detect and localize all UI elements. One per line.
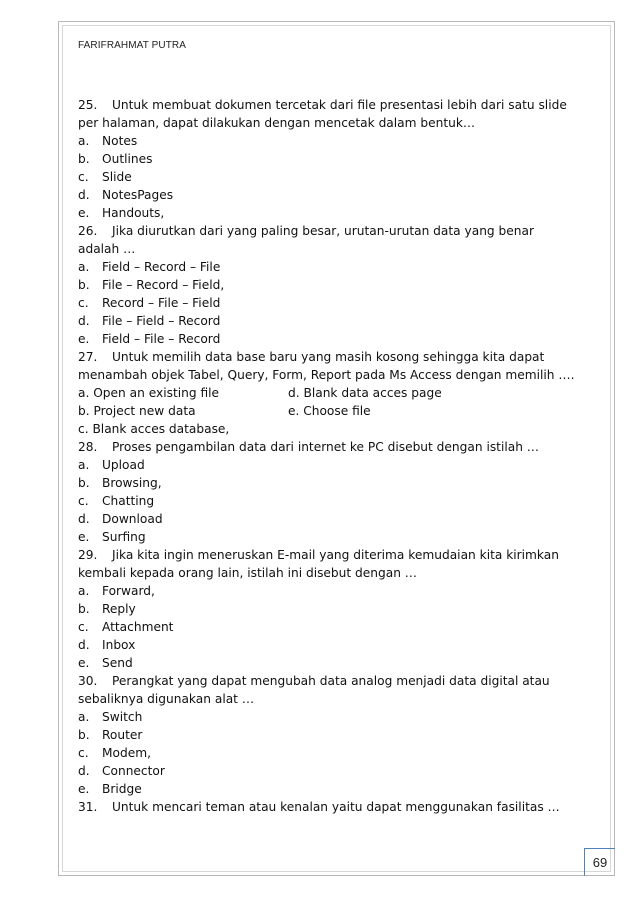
text-line — [78, 114, 578, 132]
option-letter: b. — [78, 602, 90, 616]
option-text: Inbox — [102, 638, 136, 652]
option-letter: e. — [78, 530, 90, 544]
text-line — [78, 564, 578, 582]
option-text: Browsing, — [102, 476, 162, 490]
question-line — [78, 348, 578, 366]
option-text: Chatting — [102, 494, 155, 508]
question-number: 27. — [78, 350, 98, 364]
option-letter: c. — [78, 746, 89, 760]
question-text: Perangkat yang dapat mengubah data analog menjadi data digital atau — [112, 674, 550, 688]
option-line — [78, 132, 578, 150]
option-letter: c. — [78, 494, 89, 508]
question-line — [78, 546, 578, 564]
line-text: sebaliknya digunakan alat … — [78, 692, 255, 706]
option-text: File – Record – Field, — [102, 278, 225, 292]
option-text: a. Open an existing file — [78, 386, 220, 400]
option-letter: d. — [78, 512, 90, 526]
option-text: Bridge — [102, 782, 142, 796]
option-letter: a. — [78, 584, 90, 598]
option-text: Upload — [102, 458, 145, 472]
option-letter: d. — [78, 314, 90, 328]
question-line — [78, 96, 578, 114]
option-letter: d. — [78, 638, 90, 652]
option-line — [78, 294, 578, 312]
option-text: Field – Record – File — [102, 260, 221, 274]
option-text: Forward, — [102, 584, 155, 598]
option-letter: b. — [78, 278, 90, 292]
option-line — [78, 204, 578, 222]
option-text: Modem, — [102, 746, 151, 760]
option-line — [78, 528, 578, 546]
option-row-split — [78, 402, 578, 420]
line-text: menambah objek Tabel, Query, Form, Report pada Ms Access dengan memilih …. — [78, 368, 575, 382]
option-letter: e. — [78, 656, 90, 670]
option-line — [78, 510, 578, 528]
line-text: c. Blank acces database, — [78, 422, 230, 436]
option-line — [78, 276, 578, 294]
option-line — [78, 312, 578, 330]
option-line — [78, 474, 578, 492]
option-line — [78, 492, 578, 510]
option-line — [78, 258, 578, 276]
option-text: Record – File – Field — [102, 296, 221, 310]
option-text: e. Choose file — [288, 404, 371, 418]
question-number: 28. — [78, 440, 98, 454]
question-text: Proses pengambilan data dari internet ke PC disebut dengan istilah … — [112, 440, 539, 454]
option-text: Notes — [102, 134, 138, 148]
option-letter: d. — [78, 188, 90, 202]
option-text: b. Project new data — [78, 404, 196, 418]
option-line — [78, 654, 578, 672]
option-text: Attachment — [102, 620, 174, 634]
option-text: Connector — [102, 764, 165, 778]
question-line — [78, 222, 578, 240]
question-text: Untuk memilih data base baru yang masih kosong sehingga kita dapat — [112, 350, 545, 364]
option-letter: d. — [78, 764, 90, 778]
question-text: Jika diurutkan dari yang paling besar, urutan-urutan data yang benar — [112, 224, 534, 238]
line-text: adalah … — [78, 242, 136, 256]
option-letter: c. — [78, 620, 89, 634]
option-text: Switch — [102, 710, 143, 724]
option-line — [78, 582, 578, 600]
question-number: 26. — [78, 224, 98, 238]
option-letter: e. — [78, 782, 90, 796]
question-list — [78, 96, 578, 816]
option-letter: a. — [78, 260, 90, 274]
option-letter: e. — [78, 332, 90, 346]
option-line — [78, 708, 578, 726]
option-text: Reply — [102, 602, 136, 616]
question-line — [78, 438, 578, 456]
option-row-split — [78, 384, 578, 402]
option-letter: b. — [78, 476, 90, 490]
question-line — [78, 672, 578, 690]
option-letter: e. — [78, 206, 90, 220]
option-letter: b. — [78, 728, 90, 742]
option-text: NotesPages — [102, 188, 174, 202]
option-line — [78, 456, 578, 474]
header-author: FARIFRAHMAT PUTRA — [78, 40, 187, 51]
option-line — [78, 618, 578, 636]
question-line — [78, 798, 578, 816]
option-line — [78, 726, 578, 744]
option-line — [78, 600, 578, 618]
text-line — [78, 420, 578, 438]
option-text: File – Field – Record — [102, 314, 221, 328]
option-text: Download — [102, 512, 163, 526]
question-number: 29. — [78, 548, 98, 562]
page-number: 69 — [592, 855, 608, 870]
line-text: per halaman, dapat dilakukan dengan mencetak dalam bentuk… — [78, 116, 476, 130]
option-line — [78, 762, 578, 780]
option-line — [78, 330, 578, 348]
question-number: 30. — [78, 674, 98, 688]
option-letter: c. — [78, 296, 89, 310]
footer-rule-vertical — [584, 848, 585, 876]
question-text: Untuk mencari teman atau kenalan yaitu dapat menggunakan fasilitas … — [112, 800, 560, 814]
option-letter: a. — [78, 710, 90, 724]
question-number: 31. — [78, 800, 98, 814]
option-letter: b. — [78, 152, 90, 166]
text-line — [78, 240, 578, 258]
question-text: Jika kita ingin meneruskan E-mail yang diterima kemudaian kita kirimkan — [112, 548, 559, 562]
option-line — [78, 150, 578, 168]
footer-rule-horizontal — [584, 848, 615, 849]
option-text: Surfing — [102, 530, 146, 544]
option-line — [78, 636, 578, 654]
option-letter: a. — [78, 458, 90, 472]
option-line — [78, 780, 578, 798]
question-text: Untuk membuat dokumen tercetak dari file presentasi lebih dari satu slide — [112, 98, 567, 112]
text-line — [78, 690, 578, 708]
option-text: Field – File – Record — [102, 332, 221, 346]
question-number: 25. — [78, 98, 98, 112]
option-letter: a. — [78, 134, 90, 148]
option-text: d. Blank data acces page — [288, 386, 442, 400]
option-line — [78, 186, 578, 204]
option-text: Send — [102, 656, 133, 670]
option-line — [78, 168, 578, 186]
option-line — [78, 744, 578, 762]
option-text: Handouts, — [102, 206, 165, 220]
option-text: Slide — [102, 170, 132, 184]
option-text: Router — [102, 728, 143, 742]
line-text: kembali kepada orang lain, istilah ini disebut dengan … — [78, 566, 417, 580]
text-line — [78, 366, 578, 384]
option-letter: c. — [78, 170, 89, 184]
option-text: Outlines — [102, 152, 153, 166]
